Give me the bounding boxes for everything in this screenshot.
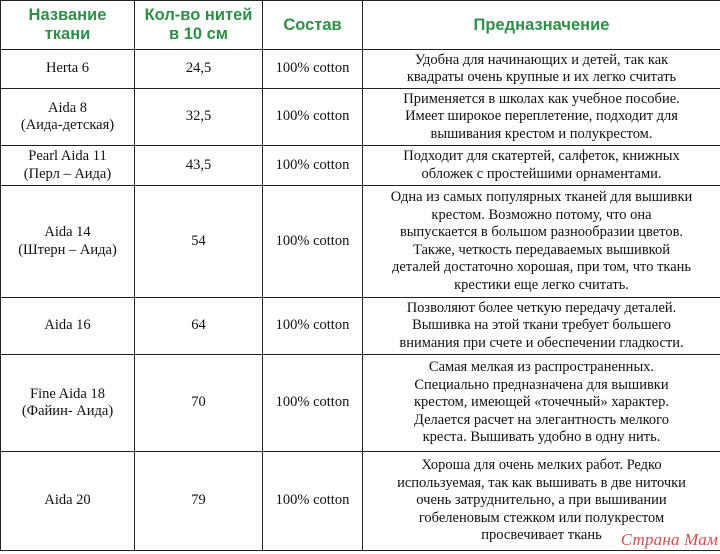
thread-count-cell: 70 <box>135 355 263 452</box>
purpose-line: крестом, имеющей «точечный» характер. <box>413 394 669 411</box>
purpose-cell <box>363 298 720 355</box>
purpose-line: Одна из самых популярных тканей для вышивки <box>390 189 693 205</box>
thread-count-cell: 79 <box>135 452 263 551</box>
site-watermark: Страна Мам <box>620 530 718 549</box>
purpose-line: Делается расчет на элегантность мелкого <box>414 411 669 428</box>
purpose-line: деталей достаточно хорошая, при том, что ткань <box>391 259 692 275</box>
fabric-name-line: Aida 8 <box>47 99 88 116</box>
purpose-line: очень затруднительно, а при вышивании <box>416 492 667 509</box>
purpose-line: обложек с простейшими орнаментами. <box>421 165 662 182</box>
purpose-line: крестики еще легко считать. <box>454 276 629 293</box>
fabric-name-line: Fine Aida 18 <box>30 385 105 402</box>
purpose-line: Хороша для очень мелких работ. Редко <box>421 457 662 474</box>
purpose-line: Также, четкость передаваемых вышивкой <box>413 241 670 258</box>
fabric-name-line: Aida 20 <box>44 492 91 509</box>
purpose-line: Вышивка на этой ткани требует большего <box>412 317 671 334</box>
purpose-cell <box>363 146 720 186</box>
fabric-name-line: Herta 6 <box>45 60 90 77</box>
composition-cell: 100% cotton <box>263 298 363 355</box>
purpose-line: внимания при счете и обеспечении гладкости. <box>399 334 684 351</box>
fabric-name-line: (Перл – Аида) <box>23 165 112 182</box>
thread-count-cell: 54 <box>135 186 263 298</box>
composition-cell: 100% cotton <box>263 50 363 89</box>
purpose-line: просвечивает ткань <box>481 527 602 544</box>
table-row <box>1 89 720 146</box>
fabric-name-cell <box>1 50 135 89</box>
thread-count-cell: 64 <box>135 298 263 355</box>
purpose-cell <box>363 89 720 146</box>
composition-cell: 100% cotton <box>263 146 363 186</box>
purpose-line: гобеленовым стежком или полукрестом <box>418 509 665 526</box>
header-composition: Состав <box>263 1 363 50</box>
fabric-name-cell <box>1 186 135 298</box>
table-row <box>1 186 720 298</box>
purpose-line: Специально предназначена для вышивки <box>414 376 669 393</box>
table-row <box>1 298 720 355</box>
fabric-name-line: Aida 16 <box>44 317 91 334</box>
purpose-line: крестом. Возможно потому, что она <box>431 206 652 223</box>
fabric-name-line: Aida 14 <box>44 224 91 240</box>
purpose-line: креста. Вышивать удобно в одну нить. <box>422 429 661 446</box>
fabric-name-cell <box>1 452 135 551</box>
purpose-cell <box>363 355 720 452</box>
composition-cell: 100% cotton <box>263 186 363 298</box>
purpose-line: выпускается в большом разнообразии цветов. <box>399 224 684 240</box>
header-fabric-name: Название ткани <box>1 1 135 50</box>
fabric-name-line: (Файин- Аида) <box>21 403 114 419</box>
thread-count-cell: 43,5 <box>135 146 263 186</box>
purpose-line: Самая мелкая из распространенных. <box>428 359 655 376</box>
purpose-line: вышивания крестом и полукрестом. <box>430 125 653 142</box>
purpose-line: Удобна для начинающих и детей, так как <box>414 51 669 68</box>
header-thread-count: Кол-во нитей в 10 см <box>135 1 263 50</box>
purpose-cell <box>363 50 720 89</box>
composition-cell: 100% cotton <box>263 355 363 452</box>
fabric-name-line: Pearl Aida 11 <box>28 148 107 164</box>
fabric-name-line: (Штерн – Аида) <box>18 241 117 258</box>
fabric-name-cell <box>1 298 135 355</box>
purpose-line: Позволяют более четкую передачу деталей. <box>406 299 677 316</box>
purpose-line: Применяется в школах как учебное пособие. <box>403 90 680 107</box>
purpose-line: Подходит для скатертей, салфеток, книжных <box>403 148 680 164</box>
fabric-name-line: (Аида-детская) <box>20 117 115 133</box>
composition-cell: 100% cotton <box>263 89 363 146</box>
purpose-line: Имеет широкое переплетение, подходит для <box>405 108 678 125</box>
thread-count-cell: 24,5 <box>135 50 263 89</box>
fabric-name-cell <box>1 146 135 186</box>
header-row <box>1 1 720 50</box>
table-row <box>1 452 720 551</box>
purpose-line: квадраты очень крупные и их легко считать <box>406 69 677 85</box>
purpose-cell <box>363 186 720 298</box>
composition-cell: 100% cotton <box>263 452 363 551</box>
table-row <box>1 50 720 89</box>
fabric-name-cell <box>1 89 135 146</box>
table-row <box>1 146 720 186</box>
purpose-line: используемая, так как вышивать в две ниточки <box>397 474 686 491</box>
header-purpose: Предназначение <box>363 1 720 50</box>
fabric-name-cell <box>1 355 135 452</box>
thread-count-cell: 32,5 <box>135 89 263 146</box>
table-row <box>1 355 720 452</box>
